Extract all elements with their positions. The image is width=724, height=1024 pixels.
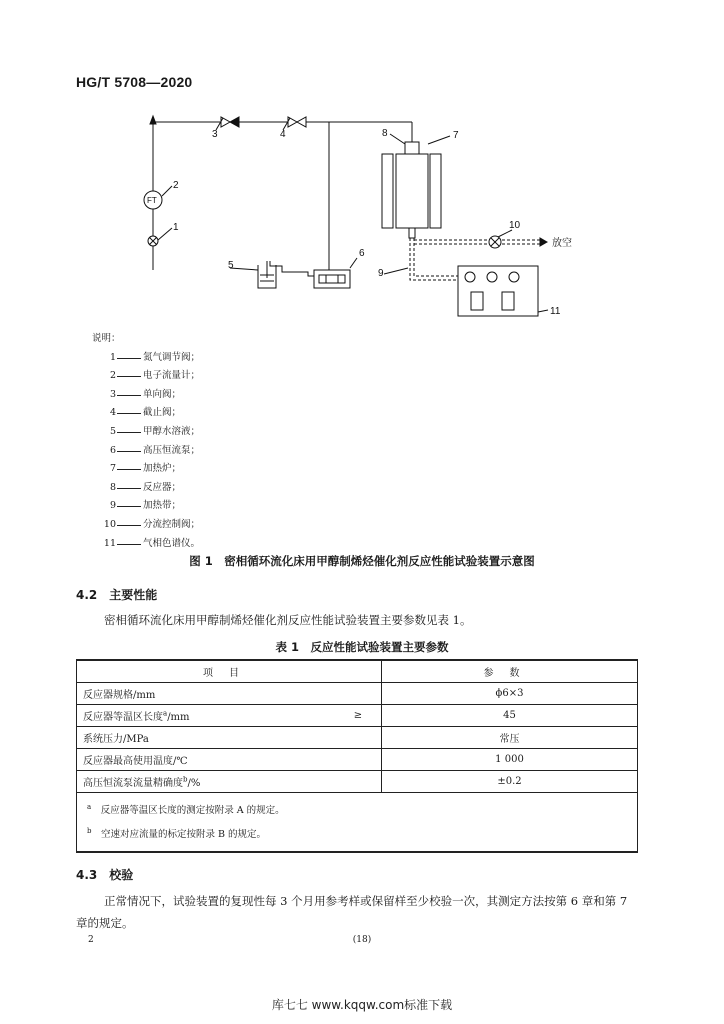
legend-item: 5 甲醇水溶液；	[92, 423, 200, 442]
label-2: 2	[173, 180, 179, 191]
section-4-2-text: 密相循环流化床用甲醇制烯烃催化剂反应性能试验装置主要参数见表 1。	[104, 613, 472, 627]
legend-item: 1 氮气调节阀；	[92, 349, 200, 368]
figure-caption: 图 1 密相循环流化床用甲醇制烯烃催化剂反应性能试验装置示意图	[189, 554, 535, 568]
section-heading-4-2: 4.2 主要性能	[76, 588, 158, 602]
label-8: 8	[382, 128, 388, 139]
label-9: 9	[378, 268, 384, 279]
legend-item: 6 高压恒流泵；	[92, 442, 200, 461]
label-3: 3	[212, 129, 218, 140]
legend-item: 9 加热带；	[92, 497, 200, 516]
legend-item: 4 截止阀；	[92, 404, 200, 423]
legend-item: 8 反应器；	[92, 479, 200, 498]
vent-label: 放空	[552, 238, 572, 249]
legend-item: 2 电子流量计；	[92, 367, 200, 386]
section-4-3-text: 正常情况下，试验装置的复现性每 3 个月用参考样或保留样至少校验一次，其测定方法按第 6 章和第 7 章的规定。	[76, 894, 628, 930]
label-11: 11	[550, 306, 561, 317]
apparatus-diagram	[120, 100, 590, 325]
label-10: 10	[509, 220, 521, 231]
legend-item: 3 单向阀；	[92, 386, 200, 405]
vent-arrow	[540, 238, 547, 246]
flow-arrow	[150, 116, 156, 124]
table-row: 系统压力/MPa 常压	[77, 727, 638, 749]
label-4: 4	[280, 129, 286, 140]
gas-chromatograph-icon	[458, 266, 538, 316]
valve-3-icon	[221, 117, 239, 127]
footnote: $^a$ 反应器等温区长度的测定按附录 A 的规定。	[87, 803, 285, 817]
legend-item: 7 加热炉；	[92, 460, 200, 479]
table-row: 反应器最高使用温度/℃ 1 000	[77, 749, 638, 771]
parameters-table	[76, 659, 638, 853]
legend	[92, 330, 200, 553]
page-number: 2	[88, 935, 94, 945]
document-code: HG/T 5708—2020	[76, 74, 193, 90]
footnote: $^b$ 空速对应流量的标定按附录 B 的规定。	[87, 827, 267, 841]
header-value: 参数	[382, 660, 638, 683]
table-row: 反应器规格/mm ϕ6×3	[77, 683, 638, 705]
legend-item: 10 分流控制阀；	[92, 516, 200, 535]
table-footnotes	[77, 793, 638, 853]
methanol-solution-icon	[258, 261, 314, 288]
section-heading-4-3: 4.3 校验	[76, 868, 134, 882]
label-7: 7	[453, 130, 459, 141]
table-header-row	[77, 660, 638, 683]
table-row: 高压恒流泵流量精确度$^b$/% ±0.2	[77, 771, 638, 793]
legend-item: 11 气相色谱仪。	[92, 535, 200, 554]
table-row: 反应器等温区长度$^a$/mm ≥ 45	[77, 705, 638, 727]
download-watermark: 库七七 www.kqqw.com标准下载	[271, 998, 453, 1012]
reactor-icon	[396, 142, 428, 238]
header-item: 项目	[77, 660, 382, 683]
ft-symbol: FT	[147, 196, 157, 205]
label-1: 1	[173, 222, 179, 233]
label-6: 6	[359, 248, 365, 259]
pump-icon	[314, 270, 350, 288]
table-title: 表 1 反应性能试验装置主要参数	[275, 640, 449, 654]
page-sequence: (18)	[352, 935, 372, 945]
legend-title: 说明：	[92, 333, 121, 344]
valve-4-icon	[288, 117, 306, 127]
label-5: 5	[228, 260, 234, 271]
